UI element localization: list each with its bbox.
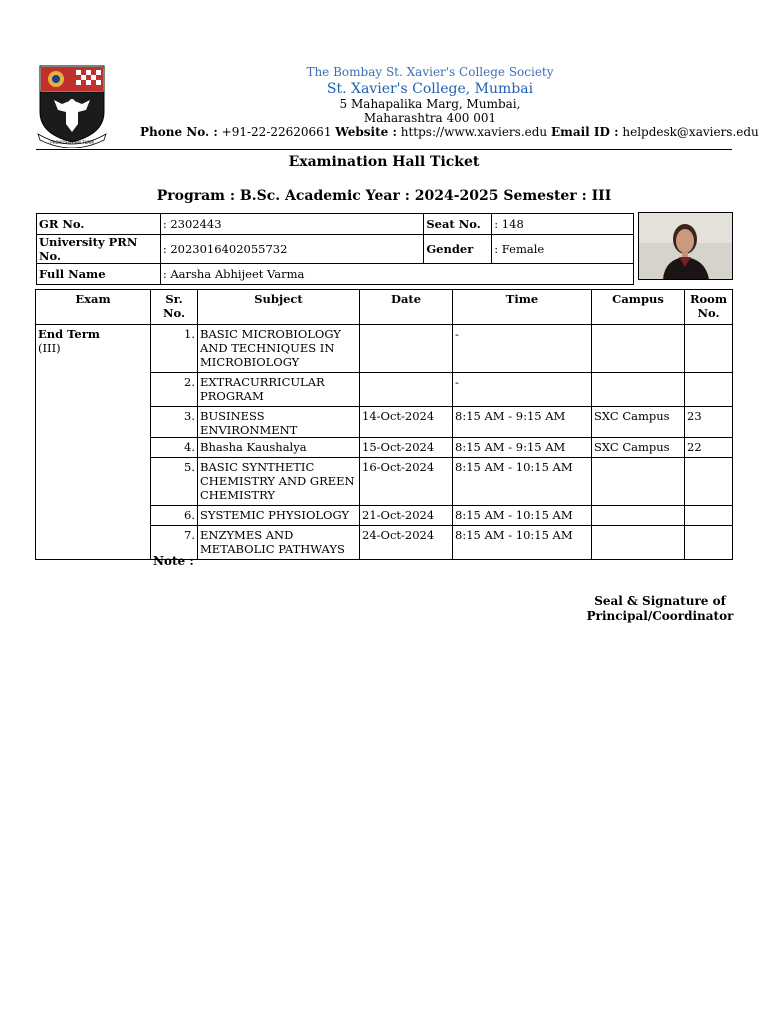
crest-motto: PROVIDENTIAM TUAM (50, 140, 94, 145)
cell-time: - (453, 325, 592, 373)
cell-sr-no: 6. (151, 506, 198, 526)
student-photo-image (639, 213, 732, 279)
cell-time: 8:15 AM - 10:15 AM (453, 526, 592, 560)
document-title: Examination Hall Ticket (288, 154, 480, 170)
cell-time: 8:15 AM - 10:15 AM (453, 506, 592, 526)
cell-campus (592, 458, 685, 506)
cell-campus (592, 325, 685, 373)
cell-subject: Bhasha Kaushalya (198, 438, 360, 458)
cell-room-no (685, 526, 733, 560)
cell-date (360, 373, 453, 407)
student-info-table (36, 213, 634, 285)
seal-line-1: Seal & Signature of (594, 594, 726, 608)
seat-value: : 148 (492, 214, 634, 235)
gr-value: : 2302443 (160, 214, 424, 235)
gr-label: GR No. (37, 214, 161, 235)
cell-room-no: 23 (685, 407, 733, 438)
note-label: Note : (153, 554, 194, 568)
header-room-no: Room No. (685, 290, 733, 325)
exam-table-header-row (36, 290, 733, 325)
phone-value: +91-22-22620661 (221, 125, 332, 139)
cell-date: 14-Oct-2024 (360, 407, 453, 438)
cell-sr-no: 4. (151, 438, 198, 458)
prn-label: University PRN No. (37, 235, 161, 264)
cell-room-no (685, 458, 733, 506)
cell-subject: BASIC SYNTHETIC CHEMISTRY AND GREEN CHEMISTRY (198, 458, 360, 506)
college-name: St. Xavier's College, Mumbai (326, 81, 534, 97)
header-sr-no: Sr. No. (151, 290, 198, 325)
phone-label: Phone No. : (140, 125, 218, 139)
address-line-2: Maharashtra 400 001 (363, 111, 497, 125)
cell-campus (592, 373, 685, 407)
cell-time: - (453, 373, 592, 407)
name-value: : Aarsha Abhijeet Varma (160, 264, 633, 285)
gender-value: : Female (492, 235, 634, 264)
seal-signature (560, 594, 760, 624)
cell-room-no: 22 (685, 438, 733, 458)
cell-subject: ENZYMES AND METABOLIC PATHWAYS (198, 526, 360, 560)
cell-sr-no: 2. (151, 373, 198, 407)
cell-time: 8:15 AM - 9:15 AM (453, 438, 592, 458)
cell-sr-no: 5. (151, 458, 198, 506)
address-line-1: 5 Mahapalika Marg, Mumbai, (339, 97, 521, 111)
cell-time: 8:15 AM - 10:15 AM (453, 458, 592, 506)
contact-line (140, 125, 759, 139)
society-name: The Bombay St. Xavier's College Society (306, 65, 554, 79)
exam-name-cell (36, 325, 151, 560)
cell-subject: SYSTEMIC PHYSIOLOGY (198, 506, 360, 526)
cell-date (360, 325, 453, 373)
header-subject: Subject (198, 290, 360, 325)
info-row-gr (37, 214, 634, 235)
header-date: Date (360, 290, 453, 325)
cell-sr-no: 3. (151, 407, 198, 438)
college-crest-logo (36, 64, 108, 148)
email-value[interactable]: helpdesk@xaviers.edu (622, 125, 759, 139)
cell-date: 21-Oct-2024 (360, 506, 453, 526)
info-row-prn (37, 235, 634, 264)
exam-name: End Term (38, 327, 100, 341)
cell-campus (592, 526, 685, 560)
cell-subject: BASIC MICROBIOLOGY AND TECHNIQUES IN MICROBIOLOGY (198, 325, 360, 373)
prn-value: : 2023016402055732 (160, 235, 424, 264)
cell-date: 15-Oct-2024 (360, 438, 453, 458)
seal-line-2: Principal/Coordinator (586, 609, 734, 623)
cell-sr-no: 7. (151, 526, 198, 560)
cell-subject: EXTRACURRICULAR PROGRAM (198, 373, 360, 407)
cell-date: 16-Oct-2024 (360, 458, 453, 506)
program-line: Program : B.Sc. Academic Year : 2024-2025 Semester : III (156, 188, 612, 204)
header-time: Time (453, 290, 592, 325)
header-exam: Exam (36, 290, 151, 325)
website-label: Website : (335, 125, 397, 139)
cell-sr-no: 1. (151, 325, 198, 373)
header-divider (36, 149, 732, 150)
website-value[interactable]: https://www.xaviers.edu (400, 125, 548, 139)
cell-campus: SXC Campus (592, 407, 685, 438)
cell-subject: BUSINESS ENVIRONMENT (198, 407, 360, 438)
cell-date: 24-Oct-2024 (360, 526, 453, 560)
gender-label: Gender (424, 235, 492, 264)
email-label: Email ID : (550, 125, 619, 139)
student-photo (638, 212, 733, 280)
cell-campus (592, 506, 685, 526)
exam-schedule-table (35, 289, 733, 560)
seat-label: Seat No. (424, 214, 492, 235)
cell-room-no (685, 325, 733, 373)
exam-semester: (III) (38, 341, 61, 355)
name-label: Full Name (37, 264, 161, 285)
cell-campus: SXC Campus (592, 438, 685, 458)
cell-time: 8:15 AM - 9:15 AM (453, 407, 592, 438)
table-row (36, 325, 733, 373)
header-campus: Campus (592, 290, 685, 325)
cell-room-no (685, 373, 733, 407)
info-row-name (37, 264, 634, 285)
cell-room-no (685, 506, 733, 526)
